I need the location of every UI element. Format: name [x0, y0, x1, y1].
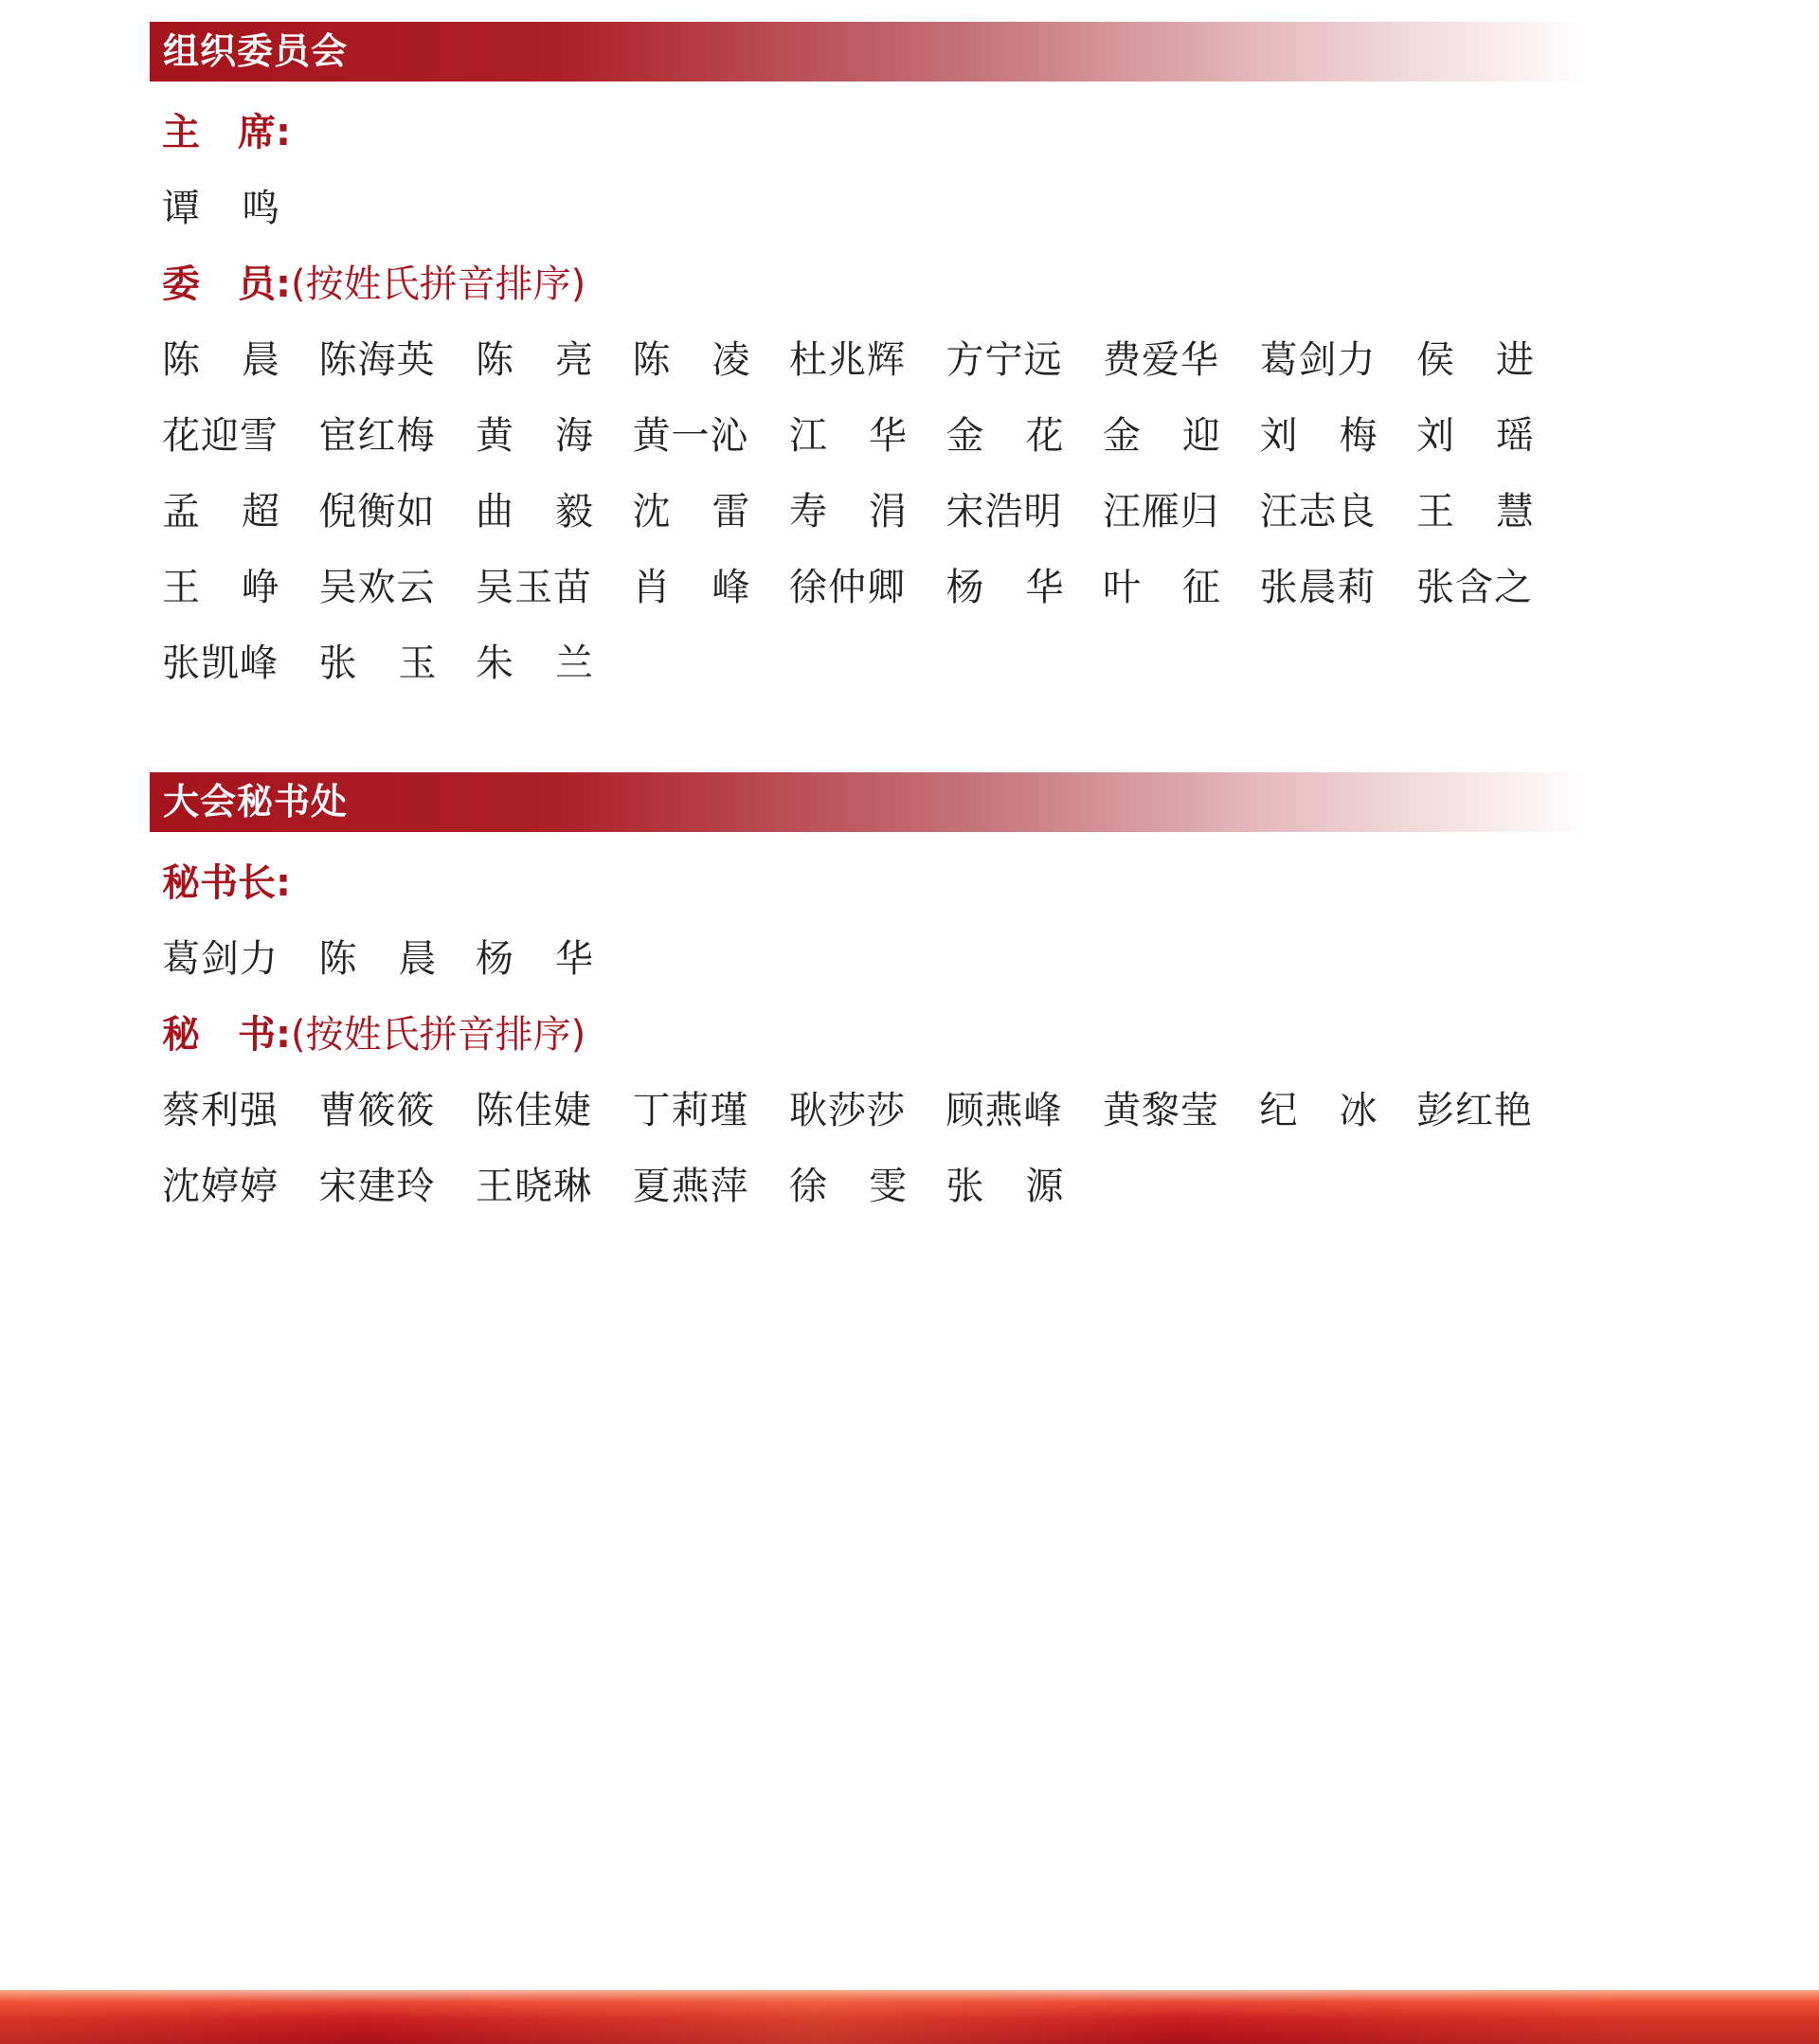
section-header [150, 772, 1590, 832]
person-name: 杜兆辉 [789, 337, 906, 382]
person-name: 寿 涓 [789, 489, 907, 534]
person-name: 陈 凌 [632, 337, 750, 382]
person-name: 张晨莉 [1259, 565, 1377, 609]
person-name: 刘 梅 [1259, 413, 1378, 458]
person-name: 陈 亮 [476, 337, 593, 382]
section-title: 组织委员会 [163, 30, 349, 72]
person-name: 黄 海 [476, 413, 593, 458]
person-name: 吴玉苗 [476, 565, 592, 609]
person-name: 宋浩明 [946, 489, 1063, 534]
person-name: 刘 瑶 [1416, 413, 1534, 458]
secretariat-section [150, 772, 1590, 1221]
person-name: 汪志良 [1259, 489, 1377, 534]
person-name: 蔡利强 [162, 1088, 279, 1132]
person-name: 陈海英 [318, 337, 436, 382]
section-title: 大会秘书处 [163, 781, 349, 823]
person-name: 吴欢云 [318, 565, 436, 609]
secgen-names [162, 917, 1590, 993]
person-name: 张含之 [1416, 565, 1533, 609]
person-name: 方宁远 [946, 337, 1063, 382]
secretary-label: 秘 书: [162, 1012, 291, 1057]
secgen-role-line [162, 841, 1590, 917]
member-order-note: (按姓氏拼音排序) [291, 262, 586, 306]
chair-label: 主 席: [162, 110, 291, 154]
member-label: 委 员: [162, 262, 291, 306]
person-name: 曹筱筱 [318, 1088, 436, 1132]
chair-names [162, 167, 1590, 243]
person-name: 费爱华 [1103, 337, 1219, 382]
secretary-order-note: (按姓氏拼音排序) [291, 1012, 586, 1057]
person-name: 丁莉瑾 [632, 1088, 749, 1132]
person-name: 肖 峰 [632, 565, 750, 609]
person-name: 曲 毅 [476, 489, 593, 534]
member-names [162, 318, 1590, 697]
organizing-committee-section [150, 22, 1590, 697]
person-name: 葛剑力 [162, 936, 279, 981]
member-role-line [162, 243, 1590, 318]
chair-role-line [162, 91, 1590, 167]
person-name: 王 慧 [1416, 489, 1534, 534]
person-name: 金 迎 [1103, 413, 1220, 458]
person-name: 徐仲卿 [789, 565, 906, 609]
section-header [150, 22, 1590, 81]
person-name: 谭 鸣 [162, 186, 279, 230]
person-name: 顾燕峰 [946, 1088, 1063, 1132]
person-name: 宦红梅 [318, 413, 436, 458]
person-name: 王 峥 [162, 565, 279, 609]
person-name: 张 源 [946, 1164, 1064, 1208]
person-name: 耿莎莎 [789, 1088, 906, 1132]
person-name: 彭红艳 [1416, 1088, 1533, 1132]
person-name: 杨 华 [946, 565, 1064, 609]
secretary-role-line [162, 993, 1590, 1069]
person-name: 侯 进 [1416, 337, 1534, 382]
person-name: 江 华 [789, 413, 907, 458]
person-name: 孟 超 [162, 489, 279, 534]
person-name: 汪雁归 [1103, 489, 1219, 534]
person-name: 朱 兰 [476, 641, 593, 685]
person-name: 张 玉 [318, 641, 437, 685]
person-name: 杨 华 [476, 936, 593, 981]
person-name: 金 花 [946, 413, 1064, 458]
person-name: 宋建玲 [318, 1164, 436, 1208]
person-name: 陈 晨 [162, 337, 279, 382]
footer-decorative-bar [0, 1990, 1819, 2044]
person-name: 纪 冰 [1259, 1088, 1378, 1132]
person-name: 陈佳婕 [476, 1088, 592, 1132]
person-name: 叶 征 [1103, 565, 1220, 609]
person-name: 黄黎莹 [1103, 1088, 1219, 1132]
secgen-label: 秘书长: [162, 860, 291, 905]
person-name: 王晓琳 [476, 1164, 592, 1208]
person-name: 葛剑力 [1259, 337, 1377, 382]
person-name: 倪衡如 [318, 489, 436, 534]
person-name: 花迎雪 [162, 413, 279, 458]
secretary-names [162, 1069, 1590, 1221]
person-name: 张凯峰 [162, 641, 279, 685]
person-name: 夏燕萍 [632, 1164, 749, 1208]
person-name: 沈 雷 [632, 489, 750, 534]
person-name: 沈婷婷 [162, 1164, 279, 1208]
person-name: 黄一沁 [632, 413, 749, 458]
person-name: 陈 晨 [318, 936, 437, 981]
person-name: 徐 雯 [789, 1164, 907, 1208]
